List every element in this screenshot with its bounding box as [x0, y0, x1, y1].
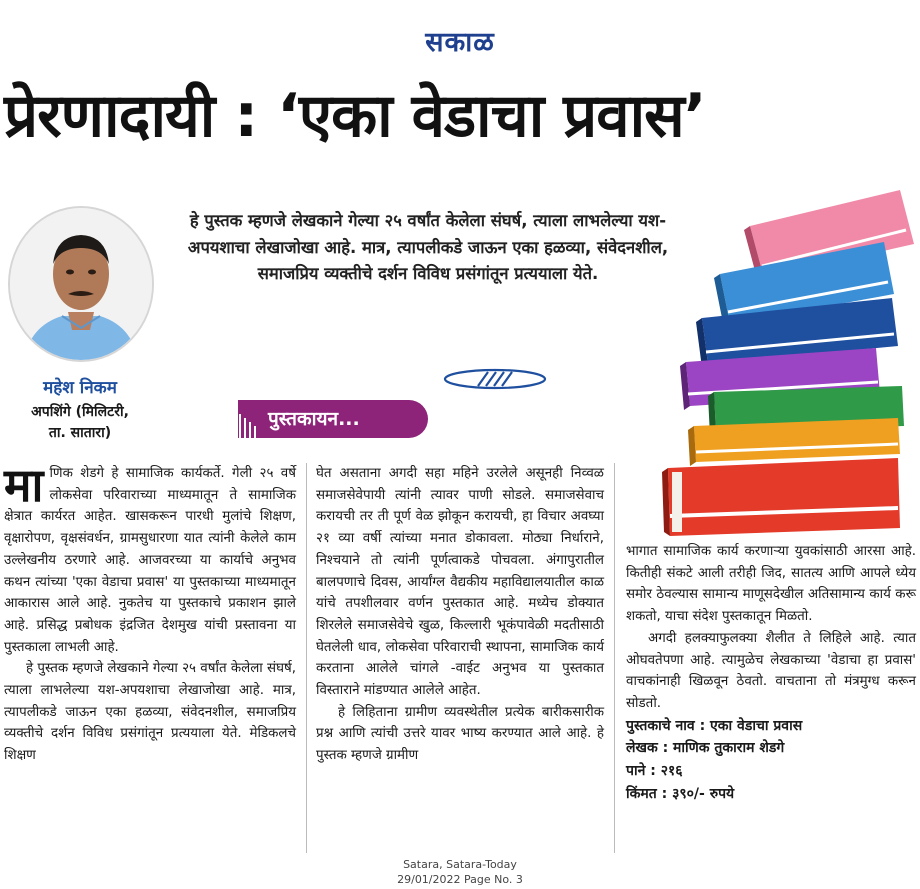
article-paragraph: हे पुस्तक म्हणजे लेखकाने गेल्या २५ वर्षांत केलेला संघर्ष, त्याला लाभलेल्या यश-अपयशाचा लेखाजोखा आहे. मात्र, त्यापलीकडे जाऊन एका हळव्या, संवेदनशील, समाजप्रिय व्यक्तीचे दर्शन विविध प्रसंगांतून प्रत्ययाला येते. मेडिकलचे शिक्षण — [4, 661, 296, 764]
tag-stripes-icon — [238, 408, 260, 438]
book-info-title: पुस्तकाचे नाव : एका वेडाचा प्रवास — [626, 717, 803, 734]
author-photo — [8, 206, 154, 362]
book-info-author: लेखक : माणिक तुकाराम शेडगे — [626, 740, 785, 757]
paragraph-text: णिक शेडगे हे सामाजिक कार्यकर्ते. गेली २५ वर्षे लोकसेवा परिवाराच्या माध्यमातून ते सामाजिक क्षेत्रात कार्यरत आहेत. खासकरून पारधी मुलांचे शिक्षण, वृक्षारोपण, वृक्षसंवर्धन, ग्रामसुधारणा यात त्यांनी केलेले काम उल्लेखनीय ठरणारे आहे. आजवरच्या या कार्याचे अनुभव कथन त्यांच्या 'एका वेडाचा प्रवास' या पुस्तकाच्या माध्यमातून आकारास आले आहे. नुकतेच या पुस्तकाचे प्रकाशन झाले आहे. प्रसिद्ध प्रबोधक इंद्रजित देशमुख यांची प्रस्तावना या पुस्तकाला लाभली आहे. — [4, 466, 296, 655]
footer-edition: Satara, Satara-Today — [403, 858, 517, 871]
article-paragraph — [4, 458, 296, 658]
masthead-logo: सकाळ — [425, 27, 495, 58]
article-column-2 — [316, 463, 604, 767]
author-portrait-icon — [10, 208, 152, 360]
article-column-3 — [626, 541, 916, 805]
book-info-pages: पाने : २१६ — [626, 762, 683, 779]
ornament-divider-icon — [440, 366, 550, 392]
article-column-1 — [4, 458, 296, 767]
drop-cap: मा — [4, 458, 44, 512]
book-stack-illustration-icon — [662, 186, 918, 536]
column-divider — [306, 463, 307, 853]
author-location-line2: ता. सातारा) — [48, 425, 112, 441]
page-footer — [0, 858, 920, 888]
section-tag: पुस्तकायन... — [238, 400, 428, 438]
book-info-price: किंमत : ३९०/- रुपये — [626, 785, 735, 802]
author-location-line1: अपशिंगे (मिलिटरी, — [31, 404, 129, 420]
article-headline: प्रेरणादायी : ‘एका वेडाचा प्रवास’ — [4, 81, 706, 151]
column-divider — [614, 463, 615, 853]
article-paragraph: हे लिहिताना ग्रामीण व्यवस्थेतील प्रत्येक बारीकसारीक प्रश्न आणि त्यांची उत्तरे यावर भाष्य करण्यात आले आहे. हे पुस्तक म्हणजे ग्रामीण — [316, 704, 604, 764]
article-paragraph: घेत असताना अगदी सहा महिने उरलेले असूनही निव्वळ समाजसेवेपायी त्यांनी त्यावर पाणी सोडले. समाजसेवाच करायची तर ती पूर्ण वेळ झोकून करायची, हा विचार अवघ्या २१ व्या वर्षी त्यांच्या मनात डोकावला. मोठ्या निर्धाराने, निश्चयाने तो त्यांनी पूर्णत्वाकडे पोचवला. अंगापुरातील बालपणाचे दिवस, आर्यांग्ल वैद्यकीय महाविद्यालयातील काळ यांचे तपशीलवार वर्णन पुस्तकात आहे. मध्येच डोक्यात शिरलेले समाजसेवेचे खुळ, किल्लारी भूकंपावेळी मदतीसाठी घेतलेली धाव, लोकसेवा परिवाराची स्थापना, सामाजिक कार्य करताना आलेले चांगले -वाईट अनुभव या पुस्तकात विस्ताराने मांडण्यात आलेले आहेत. — [316, 466, 604, 699]
article-paragraph: अगदी हलक्याफुलक्या शैलीत ते लिहिले आहे. त्यात ओघवतेपणा आहे. त्यामुळेच लेखकाच्या 'वेडाचा हा प्रवास' वाचकांनाही खिळवून ठेवतो. वाचताना तो मंत्रमुग्ध करून सोडतो. — [626, 630, 916, 711]
footer-date-page: 29/01/2022 Page No. 3 — [397, 872, 523, 886]
article-paragraph: भागात सामाजिक कार्य करणाऱ्या युवकांसाठी आरसा आहे. कितीही संकटे आली तरीही जिद, सातत्य आणि आपले ध्येय समोर ठेवल्यास सामान्य माणूसदेखील अतिसामान्य कार्य करू शकतो, याचा संदेश पुस्तकातून मिळतो. — [626, 544, 916, 625]
author-location — [0, 402, 160, 444]
author-name: महेश निकम — [43, 378, 117, 398]
article-intro: हे पुस्तक म्हणजे लेखकाने गेल्या २५ वर्षांत केलेला संघर्ष, त्याला लाभलेल्या यश-अपयशाचा लेखाजोखा आहे. मात्र, त्यापलीकडे जाऊन एका हळव्या, संवेदनशील, समाजप्रिय व्यक्तीचे दर्शन विविध प्रसंगांतून प्रत्ययाला येते. — [187, 211, 669, 284]
